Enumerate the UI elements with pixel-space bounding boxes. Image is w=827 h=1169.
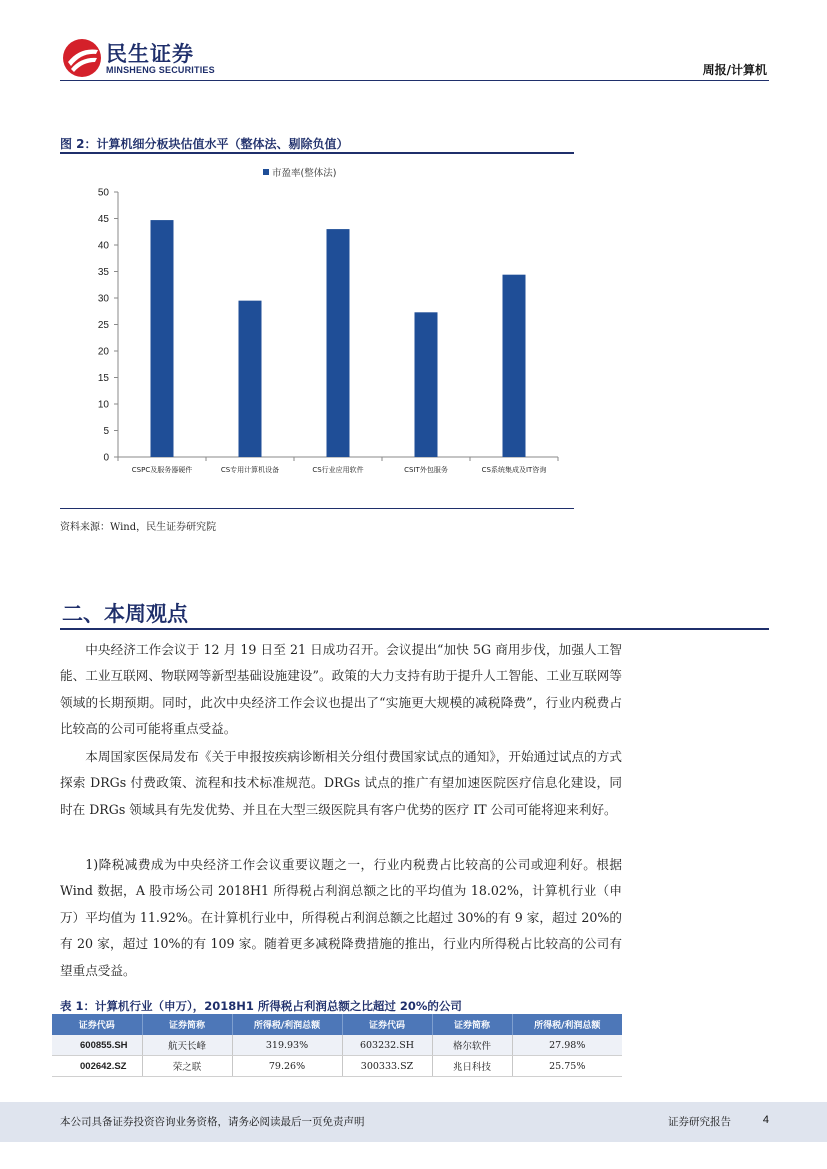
x-tick-label: CS专用计算机设备: [220, 466, 280, 474]
footer-doc-type: 证券研究报告: [668, 1116, 731, 1128]
table-row: [52, 1056, 622, 1077]
x-tick-label: CSIT外包服务: [404, 466, 448, 474]
bar-chart: [60, 156, 574, 506]
bar: [327, 229, 350, 457]
bar: [503, 275, 526, 457]
y-tick-label: 45: [97, 214, 109, 225]
section-title: 二、本周观点: [62, 602, 188, 626]
header-divider: [60, 80, 769, 81]
table-header-row: [52, 1014, 622, 1035]
page-header: [0, 0, 827, 82]
table-cell: 兆日科技: [432, 1056, 512, 1077]
y-tick-label: 10: [97, 399, 109, 411]
paragraph-1: 中央经济工作会议于 12 月 19 日至 21 日成功召开。会议提出“加快 5G 商用步伐，加强人工智能、工业互联网、物联网等新型基础设施建设”。政策的大力支持有助于提升人工智能、工业互联网等领域的长期预期。同时，此次中央经济工作会议也提出了“实施更大规模的减税降费”，行业内税费占比较高的公司可能将重点受益。: [60, 642, 622, 737]
table-cell: 航天长峰: [142, 1035, 232, 1056]
section-divider: [60, 628, 769, 630]
table-title: 表 1：计算机行业（申万），2018H1 所得税占利润总额之比超过 20%的公司: [60, 999, 462, 1013]
table-cell: 27.98%: [512, 1035, 622, 1056]
source-divider: [60, 508, 574, 509]
table-cell: 600855.SH: [52, 1035, 142, 1056]
figure-title-divider: [60, 152, 574, 154]
y-tick-label: 20: [97, 346, 109, 358]
x-tick-label: CS系统集成及IT咨询: [481, 466, 547, 474]
table-cell: 79.26%: [232, 1056, 342, 1077]
header-ratio-1: 所得税/利润总额: [232, 1014, 342, 1035]
footer-disclaimer: 本公司具备证券投资咨询业务资格，请务必阅读最后一页免责声明: [60, 1116, 365, 1128]
table-cell: 荣之联: [142, 1056, 232, 1077]
header-name-1: 证券简称: [142, 1014, 232, 1035]
minsheng-logo-icon: [62, 38, 102, 78]
table-cell: 603232.SH: [342, 1035, 432, 1056]
header-name-2: 证券简称: [432, 1014, 512, 1035]
header-code-1: 证券代码: [52, 1014, 142, 1035]
table-row: [52, 1035, 622, 1056]
y-tick-label: 30: [97, 293, 109, 305]
table-cell: 300333.SZ: [342, 1056, 432, 1077]
paragraph-2: 本周国家医保局发布《关于申报按疾病诊断相关分组付费国家试点的通知》，开始通过试点的方式探索 DRGs 付费政策、流程和技术标准规范。DRGs 试点的推广有望加速医院医疗信息化建设，同时在 DRGs 领域具有先发优势、并且在大型三级医院具有客户优势的医疗 IT 公司可能将迎来利好。: [60, 749, 622, 817]
page-number: 4: [762, 1114, 769, 1126]
bar: [151, 220, 174, 457]
y-tick-label: 5: [103, 426, 109, 437]
legend-swatch: [263, 169, 269, 175]
y-tick-label: 40: [97, 240, 109, 252]
y-tick-label: 15: [97, 373, 109, 384]
table-cell: 319.93%: [232, 1035, 342, 1056]
legend-label: 市盈率(整体法): [272, 168, 337, 179]
brand-name-en: MINSHENG SECURITIES: [106, 65, 215, 75]
figure-title: 图 2：计算机细分板块估值水平（整体法、剔除负值）: [60, 137, 349, 151]
tax-ratio-table: [52, 1014, 622, 1077]
table-cell: 格尔软件: [432, 1035, 512, 1056]
x-tick-label: CSPC及服务器硬件: [131, 466, 193, 474]
header-ratio-2: 所得税/利润总额: [512, 1014, 622, 1035]
header-code-2: 证券代码: [342, 1014, 432, 1035]
valuation-chart: [60, 156, 574, 506]
x-tick-label: CS行业应用软件: [312, 466, 364, 474]
brand-name-cn: 民生证券: [106, 42, 194, 66]
y-tick-label: 25: [97, 320, 109, 331]
table-cell: 25.75%: [512, 1056, 622, 1077]
report-type: 周报/计算机: [702, 63, 767, 77]
y-tick-label: 50: [97, 187, 109, 199]
y-tick-label: 0: [103, 452, 109, 464]
y-tick-label: 35: [97, 267, 109, 278]
bar: [415, 312, 438, 457]
bar: [239, 301, 262, 457]
table-cell: 002642.SZ: [52, 1056, 142, 1077]
paragraph-3: 1)降税减费成为中央经济工作会议重要议题之一，行业内税费占比较高的公司或迎利好。根据 Wind 数据，A 股市场公司 2018H1 所得税占利润总额之比的平均值为 18.02%，计算机行业（申万）平均值为 11.92%。在计算机行业中，所得税占利润总额之比超过 30%的有 9 家，超过 20%的有 20 家，超过 10%的有 109 家。随着更多减税降费措施的推出，行业内所得税占比较高的公司有望重点受益。: [60, 857, 622, 978]
figure-source: 资料来源：Wind，民生证券研究院: [60, 522, 217, 533]
